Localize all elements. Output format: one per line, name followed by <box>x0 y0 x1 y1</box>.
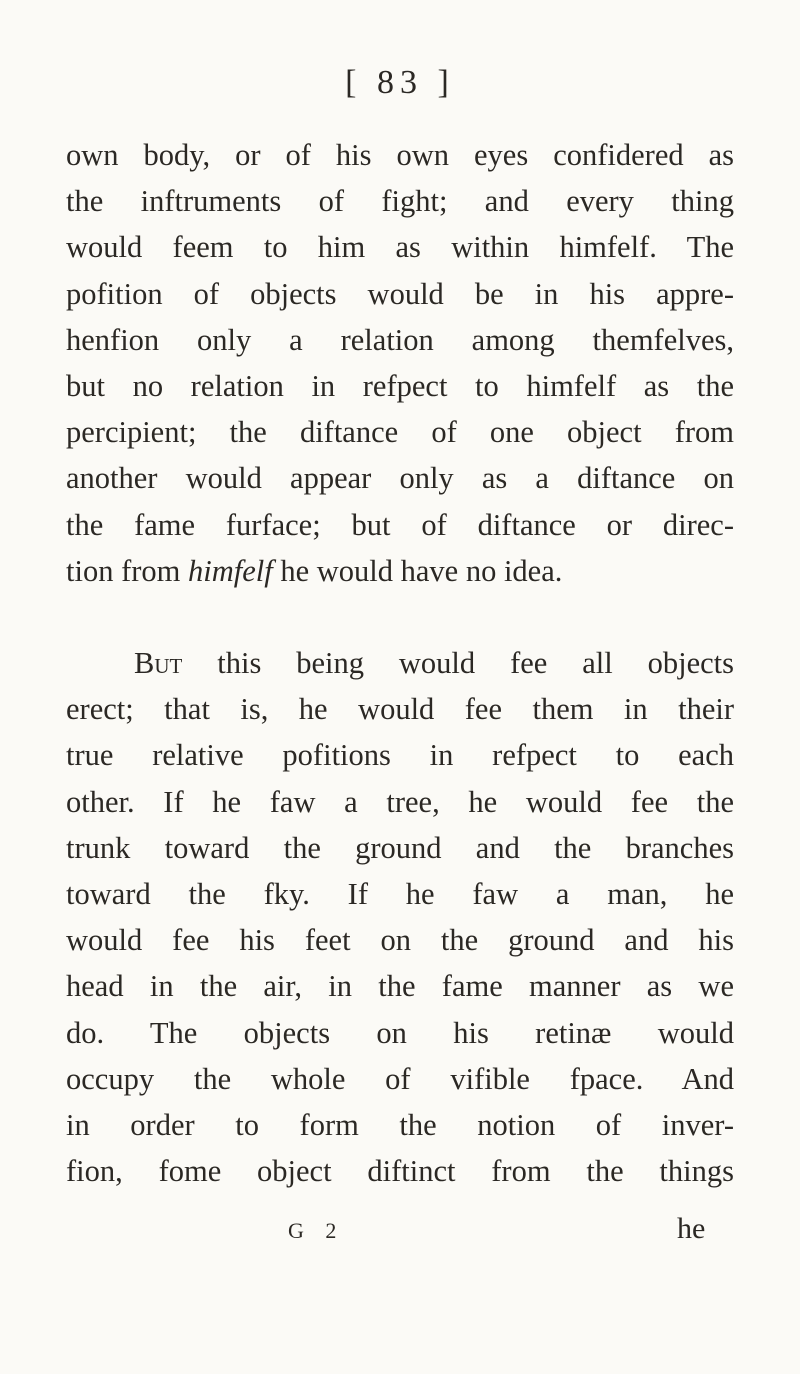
text-line: the fame furface; but of diftance or direc- <box>66 507 734 542</box>
page-number: [ 83 ] <box>345 64 455 101</box>
text-line: head in the air, in the fame manner as we <box>66 969 734 1004</box>
text-line: toward the fky. If he faw a man, he <box>66 877 734 912</box>
paragraph-1 <box>66 132 734 594</box>
text-line: percipient; the diftance of one object from <box>66 415 734 450</box>
text-segment: tion from <box>66 553 188 588</box>
text-line: own body, or of his own eyes confidered as <box>66 138 734 172</box>
text-line: occupy the whole of vifible fpace. And <box>66 1061 734 1096</box>
text-line: the inftruments of fight; and every thing <box>66 184 734 219</box>
italic-word: himfelf <box>188 553 273 588</box>
text-line: true relative pofitions in refpect to each <box>66 738 734 773</box>
text-line: but no relation in refpect to himfelf as the <box>66 369 734 404</box>
text-line: in order to form the notion of inver- <box>66 1108 734 1143</box>
catchword: he <box>677 1212 706 1245</box>
text-line: henfion only a relation among themfelves, <box>66 322 734 357</box>
text-line: do. The objects on his retinæ would <box>66 1015 734 1050</box>
text-line: would fee his feet on the ground and his <box>66 923 734 958</box>
text-line-last <box>66 548 734 594</box>
text-line: would feem to him as within himfelf. The <box>66 230 734 265</box>
text-line: trunk toward the ground and the branches <box>66 830 734 865</box>
text-line-first <box>66 640 734 686</box>
text-line: other. If he faw a tree, he would fee the <box>66 784 734 819</box>
paragraph-2 <box>66 640 734 1194</box>
smallcaps-opening-word: But <box>134 646 183 680</box>
signature-mark: G 2 <box>288 1218 345 1243</box>
text-line: fion, fome object diftinct from the things <box>66 1154 734 1189</box>
text-segment: he would have no idea. <box>272 553 563 588</box>
text-segment: this being would fee all objects <box>182 646 734 680</box>
text-line: another would appear only as a diftance on <box>66 461 734 496</box>
text-line: erect; that is, he would fee them in their <box>66 692 734 727</box>
text-line: pofition of objects would be in his appre- <box>66 276 734 311</box>
